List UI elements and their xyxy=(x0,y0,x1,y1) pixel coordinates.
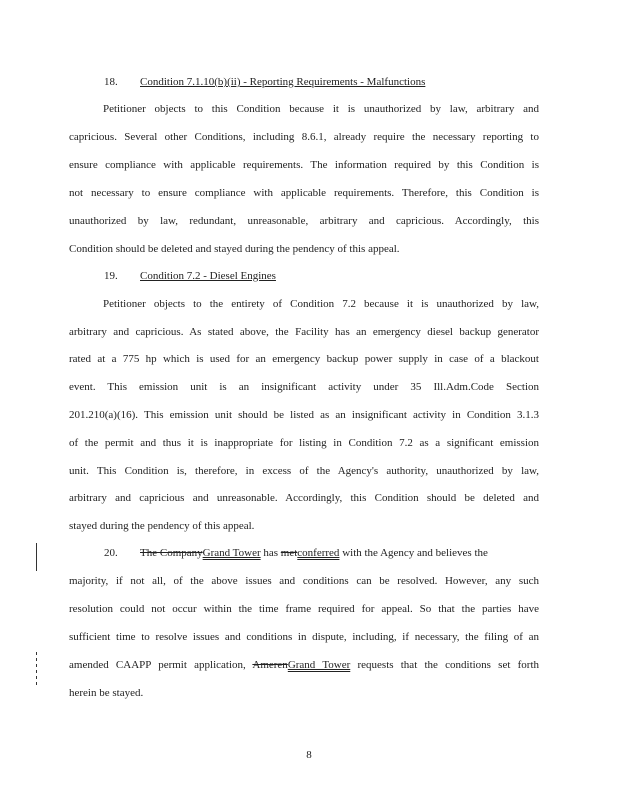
deleted-text: met xyxy=(280,547,298,559)
inserted-text: Grand Tower xyxy=(202,547,261,559)
paragraph-18-number: 18. xyxy=(104,76,118,88)
paragraph-19-line-4: event. This emission unit is an insignificant activity under 35 Ill.Adm.Code Section xyxy=(69,381,539,393)
inserted-text: Grand Tower xyxy=(287,659,351,671)
paragraph-19-line-7: unit. This Condition is, therefore, in excess of the Agency's authority, unauthorized by law, xyxy=(69,465,539,477)
paragraph-18-line-6: Condition should be deleted and stayed during the pendency of this appeal. xyxy=(69,243,400,255)
change-bar xyxy=(36,543,37,571)
paragraph-20-line-6: herein be stayed. xyxy=(69,687,144,699)
paragraph-18-heading: Condition 7.1.10(b)(ii) - Reporting Requirements - Malfunctions xyxy=(140,76,426,88)
deleted-text: Ameren xyxy=(252,659,288,671)
paragraph-20-line-2: majority, if not all, of the above issues and conditions can be resolved. However, any such xyxy=(69,575,539,587)
paragraph-19-line-9: stayed during the pendency of this appeal. xyxy=(69,520,255,532)
paragraph-20-number: 20. xyxy=(104,547,118,559)
paragraph-19-number: 19. xyxy=(104,270,118,282)
inserted-text: conferred xyxy=(297,547,340,559)
paragraph-18-line-3: ensure compliance with applicable requirements. The information required by this Condition is xyxy=(69,159,539,171)
change-bar xyxy=(36,652,37,686)
paragraph-19-line-8: arbitrary and capricious and unreasonable. Accordingly, this Condition should be deleted and xyxy=(69,492,539,504)
paragraph-18-line-1: Petitioner objects to this Condition because it is unauthorized by law, arbitrary and xyxy=(103,103,539,115)
paragraph-19-line-2: arbitrary and capricious. As stated above, the Facility has an emergency diesel backup generator xyxy=(69,326,539,338)
paragraph-20-line-4: sufficient time to resolve issues and conditions in dispute, including, if necessary, the filing of an xyxy=(69,631,539,643)
paragraph-19-heading: Condition 7.2 - Diesel Engines xyxy=(140,270,276,282)
paragraph-20-line-5: amended CAAPP permit application, AmerenGrand Tower requests that the conditions set forth xyxy=(69,659,539,671)
paragraph-18-line-2: capricious. Several other Conditions, including 8.6.1, already require the necessary reporting to xyxy=(69,131,539,143)
page-number: 8 xyxy=(306,749,312,761)
paragraph-18-line-4: not necessary to ensure compliance with applicable requirements. Therefore, this Condition is xyxy=(69,187,539,199)
paragraph-18-line-5: unauthorized by law, redundant, unreasonable, arbitrary and capricious. Accordingly, this xyxy=(69,215,539,227)
paragraph-19-line-5: 201.210(a)(16). This emission unit should be listed as an insignificant activity in Condition 3.1.3 xyxy=(69,409,539,421)
paragraph-20-line-1: The CompanyGrand Tower has metconferred with the Agency and believes the xyxy=(140,547,488,559)
paragraph-19-line-1: Petitioner objects to the entirety of Condition 7.2 because it is unauthorized by law, xyxy=(103,298,539,310)
paragraph-19-line-3: rated at a 775 hp which is used for an emergency backup power supply in case of a blackout xyxy=(69,353,539,365)
paragraph-19-line-6: of the permit and thus it is inappropriate for listing in Condition 7.2 as a significant emission xyxy=(69,437,539,449)
paragraph-20-line-3: resolution could not occur within the time frame required for appeal. So that the parties have xyxy=(69,603,539,615)
deleted-text: The Company xyxy=(140,547,203,559)
